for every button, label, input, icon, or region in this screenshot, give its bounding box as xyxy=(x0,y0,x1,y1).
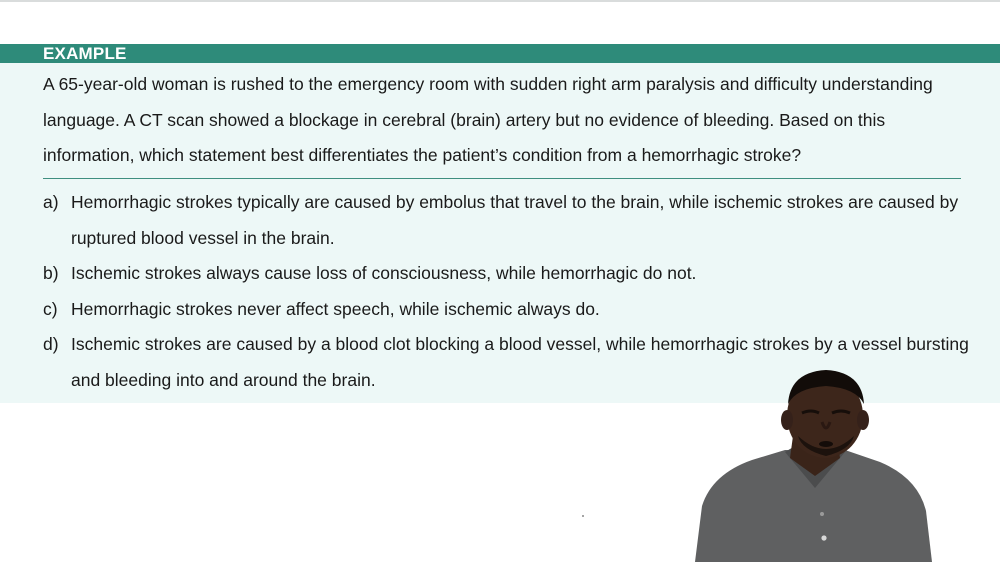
shirt-button xyxy=(821,535,826,540)
option-text: Ischemic strokes always cause loss of consciousness, while hemorrhagic do not. xyxy=(71,263,697,283)
option-letter: b) xyxy=(43,263,59,283)
presenter-video xyxy=(690,366,940,562)
option-b[interactable] xyxy=(43,256,973,292)
presenter-ear xyxy=(857,410,869,430)
example-header-label: EXAMPLE xyxy=(43,44,127,63)
option-text: Ischemic strokes are caused by a blood clot blocking a blood vessel, while hemorrhagic strokes by a vessel bursting and bleeding into and around the brain. xyxy=(71,334,969,390)
option-letter: c) xyxy=(43,298,58,319)
presenter-mouth xyxy=(819,441,833,447)
question-divider xyxy=(43,178,961,179)
top-rule xyxy=(0,0,1000,2)
stray-mark xyxy=(582,515,584,517)
option-a[interactable] xyxy=(43,185,973,256)
question-text: A 65-year-old woman is rushed to the emergency room with sudden right arm paralysis and difficulty understanding language. A CT scan showed a blockage in cerebral (brain) artery but no evidence of bleeding. Based on this information, which statement best differentiates the patient’s condition from a hemorrhagic stroke? xyxy=(43,74,933,165)
option-c[interactable] xyxy=(43,292,973,328)
option-letter: d) xyxy=(43,334,59,354)
option-text: Hemorrhagic strokes typically are caused by embolus that travel to the brain, while ischemic strokes are caused by ruptured blood vessel in the brain. xyxy=(71,192,959,248)
example-header-bar xyxy=(0,44,1000,63)
option-letter: a) xyxy=(43,192,59,212)
shirt-button xyxy=(820,512,824,516)
presenter-ear xyxy=(781,410,793,430)
option-text: Hemorrhagic strokes never affect speech, while ischemic always do. xyxy=(71,298,600,319)
